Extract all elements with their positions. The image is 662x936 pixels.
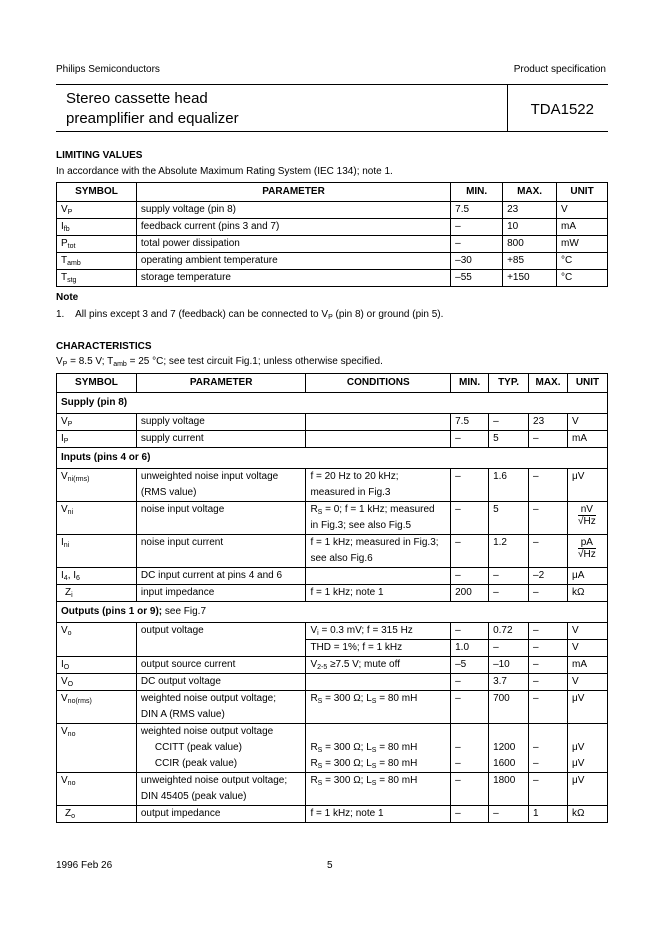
title-line-2: preamplifier and equalizer (66, 110, 239, 127)
section-row-outputs: Outputs (pins 1 or 9); see Fig.7 (57, 602, 608, 623)
table-row: $V_o$ output voltage $V_i = 0.3$ mV; f = 315 Hz – 0.72 – V (57, 623, 608, 640)
table-row (57, 236, 608, 253)
table-row: $I_O$ output source current $V_{2-5} \ge 7.5$ V; mute off –5 –10 – mA (57, 657, 608, 674)
characteristics-table (56, 373, 608, 823)
table-row: $Z_i$ input impedance f = 1 kHz; note 1 200 – – kΩ (57, 585, 608, 602)
table-header-row (57, 374, 608, 393)
page-number: 5 (327, 860, 333, 871)
parameter-cell: operating ambient temperature (136, 253, 450, 270)
col-symbol: SYMBOL (57, 374, 137, 393)
min-cell: – (451, 219, 503, 236)
limiting-values-heading: LIMITING VALUES (56, 150, 143, 161)
symbol-cell: $I_{fb}$ (57, 219, 137, 236)
table-row: $V_{no}$ unweighted noise output voltage; DIN 45405 (peak value) $R_S = 300$ Ω; $L_S = 80$ mH – 1800 – μV (57, 773, 608, 806)
characteristics-heading: CHARACTERISTICS (56, 341, 152, 352)
table-row: THD = 1%; f = 1 kHz 1.0 – – V (57, 640, 608, 657)
table-row: $V_{no}$ weighted noise output voltage CCITT (peak value) CCIR (peak value) $R_S = 300$ Ω; $L_S = 80$ mH $R_S = 300$ Ω; $L_S = 80$ mH – – 1200 1600 – – μV μV (57, 724, 608, 773)
footer-date: 1996 Feb 26 (56, 860, 113, 871)
col-symbol: SYMBOL (57, 183, 137, 202)
table-row (57, 270, 608, 287)
col-typ: TYP. (489, 374, 529, 393)
col-min: MIN. (451, 374, 489, 393)
unit-cell: mW (557, 236, 608, 253)
table-row: $V_{ni}$ noise input voltage $R_S = 0$; f = 1 kHz; measured in Fig.3; see also Fig.5 – 5 – $\frac{nV}{√Hz}$ (57, 502, 608, 535)
symbol-cell: $P_{tot}$ (57, 236, 137, 253)
parameter-cell: total power dissipation (136, 236, 450, 253)
col-parameter: PARAMETER (136, 374, 306, 393)
unit-fraction: $\frac{pA}{√Hz}$ (577, 537, 596, 560)
col-min: MIN. (451, 183, 503, 202)
company-name: Philips Semiconductors (56, 64, 160, 75)
title-box (56, 84, 608, 132)
col-max: MAX. (503, 183, 557, 202)
table-row (57, 202, 608, 219)
note-number: 1. (56, 309, 65, 320)
note-1: 1. All pins except 3 and 7 (feedback) can be connected to $V_P$ (pin 8) or ground (pin 5). (56, 309, 444, 321)
table-row: $V_{ni(rms)}$ unweighted noise input voltage (RMS value) f = 20 Hz to 20 kHz; measured in Fig.3 – 1.6 – μV (57, 469, 608, 502)
table-row: $I_{ni}$ noise input current f = 1 kHz; measured in Fig.3; see also Fig.6 – 1.2 – $\frac{pA}{√Hz}$ (57, 535, 608, 568)
symbol-cell: $T_{stg}$ (57, 270, 137, 287)
section-row-supply: Supply (pin 8) (57, 393, 608, 414)
doc-type: Product specification (513, 64, 606, 75)
table-row: $V_O$ DC output voltage – 3.7 – V (57, 674, 608, 691)
unit-cell: °C (557, 270, 608, 287)
part-number: TDA1522 (530, 101, 594, 118)
table-header-row (57, 183, 608, 202)
min-cell: – (451, 236, 503, 253)
col-parameter: PARAMETER (136, 183, 450, 202)
title-line-1: Stereo cassette head (66, 90, 208, 107)
table-row: $Z_o$ output impedance f = 1 kHz; note 1 – – 1 kΩ (57, 806, 608, 823)
min-cell: –55 (451, 270, 503, 287)
col-max: MAX. (529, 374, 568, 393)
note-heading: Note (56, 292, 79, 303)
col-unit: UNIT (557, 183, 608, 202)
max-cell: 10 (503, 219, 557, 236)
document-title (66, 89, 239, 129)
table-row: $I_4$, $I_6$ DC input current at pins 4 and 6 – – –2 μA (57, 568, 608, 585)
max-cell: 23 (503, 202, 557, 219)
max-cell: +85 (503, 253, 557, 270)
parameter-cell: supply voltage (pin 8) (136, 202, 450, 219)
characteristics-conditions: $V_P = 8.5$ V; $T_{amb} = 25$ °C; see test circuit Fig.1; unless otherwise specified. (56, 356, 383, 368)
symbol-cell: $V_P$ (57, 202, 137, 219)
max-cell: +150 (503, 270, 557, 287)
symbol-cell: $T_{amb}$ (57, 253, 137, 270)
table-row: $I_P$ supply current – 5 – mA (57, 431, 608, 448)
limiting-values-table (56, 182, 608, 287)
table-row (57, 219, 608, 236)
col-unit: UNIT (567, 374, 607, 393)
parameter-cell: feedback current (pins 3 and 7) (136, 219, 450, 236)
min-cell: 7.5 (451, 202, 503, 219)
max-cell: 800 (503, 236, 557, 253)
min-cell: –30 (451, 253, 503, 270)
section-row-inputs: Inputs (pins 4 or 6) (57, 448, 608, 469)
unit-cell: V (557, 202, 608, 219)
table-row: $V_{no(rms)}$ weighted noise output voltage; DIN A (RMS value) $R_S = 300$ Ω; $L_S = 80$ mH – 700 – μV (57, 691, 608, 724)
table-row (57, 253, 608, 270)
table-row: $V_P$ supply voltage 7.5 – 23 V (57, 414, 608, 431)
parameter-cell: storage temperature (136, 270, 450, 287)
unit-cell: mA (557, 219, 608, 236)
col-conditions: CONDITIONS (306, 374, 451, 393)
unit-cell: °C (557, 253, 608, 270)
unit-fraction: $\frac{nV}{√Hz}$ (577, 504, 596, 527)
limiting-intro: In accordance with the Absolute Maximum Rating System (IEC 134); note 1. (56, 166, 393, 177)
